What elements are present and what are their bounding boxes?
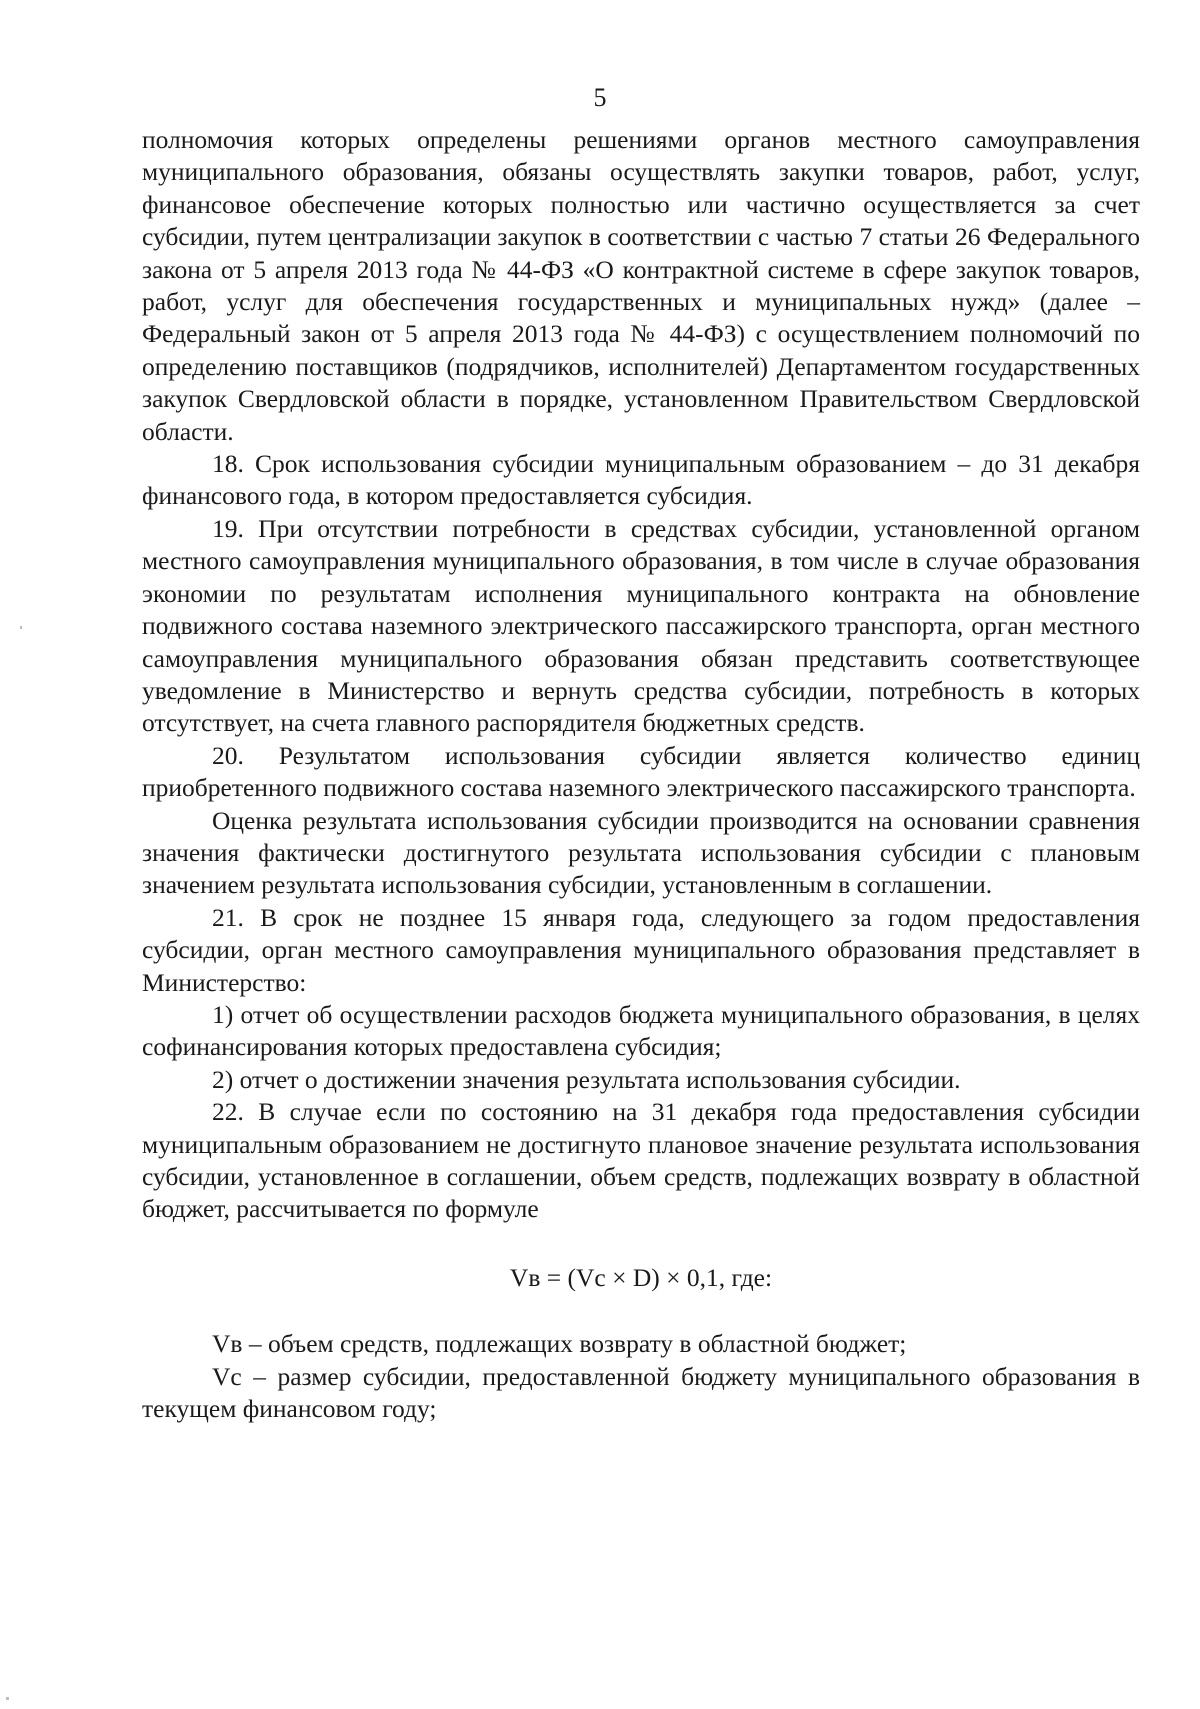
paragraph-item-18: 18. Срок использования субсидии муниципальным образованием – до 31 декабря финансового года, в котором предоставляется субсидия.: [142, 449, 1140, 511]
return-formula: Vв = (Vс × D) × 0,1, где:: [509, 1262, 773, 1292]
paragraph-item-22: 22. В случае если по состоянию на 31 декабря года предоставления субсидии муниципальным образованием не достигнуто плановое значение результата использования субсидии, установленное в соглашении, объем средств, подлежащих возврату в областной бюджет, рассчитывается по формуле: [142, 1097, 1140, 1224]
scan-mark-left: [20, 626, 22, 629]
scan-mark-bottom-left: [6, 1697, 9, 1700]
document-body: [142, 124, 1140, 1425]
definition-vv: Vв – объем средств, подлежащих возврату в областной бюджет;: [212, 1329, 907, 1359]
paragraph-item-20: 20. Результатом использования субсидии является количество единиц приобретенного подвижного состава наземного электрического пассажирского транспорта.: [142, 740, 1140, 803]
paragraph-assessment: Оценка результата использования субсидии производится на основании сравнения значения фактически достигнутого результата использования субсидии с плановым значением результата использования субсидии, установленным в соглашении.: [142, 805, 1140, 900]
definition-vc: Vс – размер субсидии, предоставленной бюджету муниципального образования в текущем финансовом году;: [142, 1361, 1140, 1424]
paragraph-item-21: 21. В срок не позднее 15 января года, следующего за годом предоставления субсидии, орган местного самоуправления муниципального образования представляет в Министерство:: [142, 902, 1140, 997]
paragraph-continuation: полномочия которых определены решениями органов местного самоуправления муниципального образования, обязаны осуществлять закупки товаров, работ, услуг, финансовое обеспечение которых полностью или частично осуществляется за счет субсидии, путем централизации закупок в соответствии с частью 7 статьи 26 Федерального закона от 5 апреля 2013 года № 44-ФЗ «О контрактной системе в сфере закупок товаров, работ, услуг для обеспечения государственных и муниципальных нужд» (далее – Федеральный закон от 5 апреля 2013 года № 44-ФЗ) с осуществлением полномочий по определению поставщиков (подрядчиков, исполнителей) Департаментом государственных закупок Свердловской области в порядке, установленном Правительством Свердловской области.: [142, 125, 1140, 446]
paragraph-item-19: 19. При отсутствии потребности в средствах субсидии, установленной органом местного самоуправления муниципального образования, в том числе в случае образования экономии по результатам исполнения муниципального контракта на обновление подвижного состава наземного электрического пассажирского транспорта, орган местного самоуправления муниципального образования обязан представить соответствующее уведомление в Министерство и вернуть средства субсидии, потребность в которых отсутствует, на счета главного распорядителя бюджетных средств.: [142, 513, 1140, 738]
paragraph-subitem-2: 2) отчет о достижении значения результата использования субсидии.: [212, 1064, 961, 1094]
paragraph-subitem-1: 1) отчет об осуществлении расходов бюджета муниципального образования, в целях софинансирования которых предоставлена субсидия;: [142, 999, 1140, 1062]
page-number: 5: [593, 83, 607, 112]
